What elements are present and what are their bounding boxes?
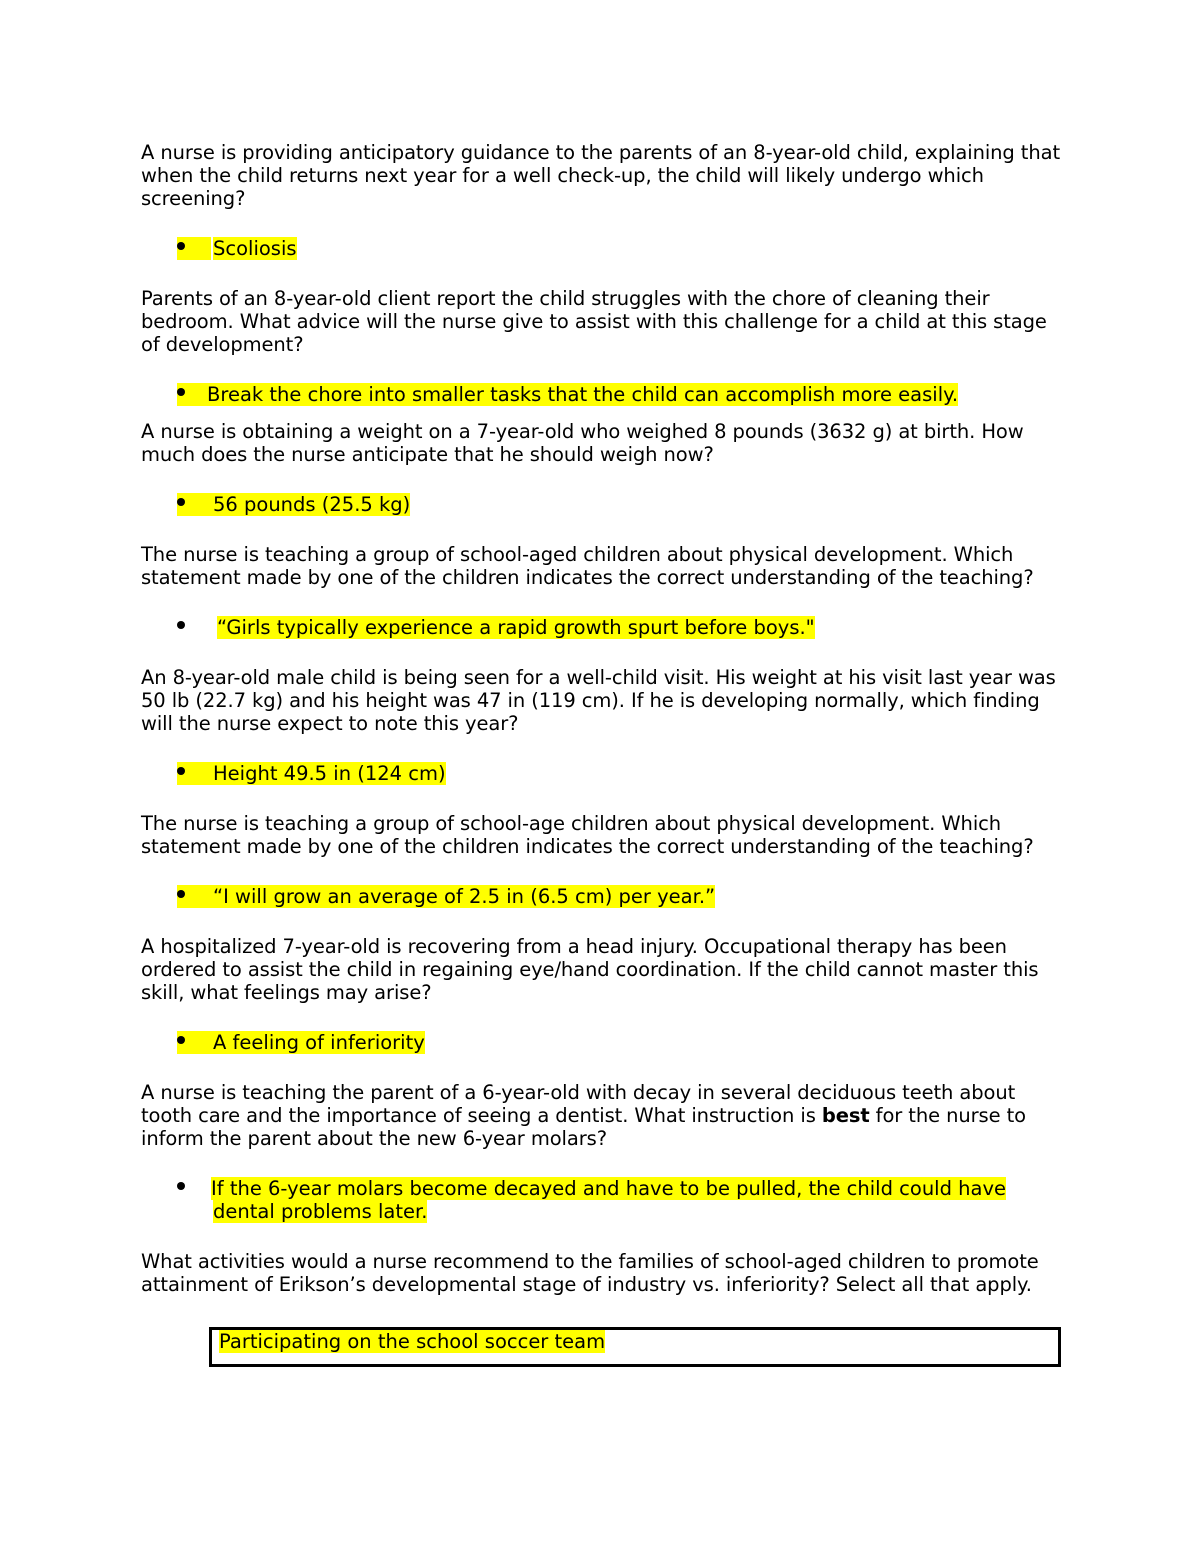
question-8 bbox=[141, 1081, 1071, 1150]
question-3: A nurse is obtaining a weight on a 7-year-old who weighed 8 pounds (3632 g) at birth. How much does the nurse anticipate that he should weigh now? bbox=[141, 420, 1024, 466]
answer-6 bbox=[141, 885, 1071, 908]
answer-3 bbox=[141, 493, 1071, 516]
question-4: The nurse is teaching a group of school-aged children about physical development. Which statement made by one of the children indicates the correct understanding of the teaching? bbox=[141, 543, 1034, 589]
bullet-icon bbox=[177, 1177, 213, 1200]
answer-9-text: Participating on the school soccer team bbox=[219, 1330, 606, 1353]
question-7: A hospitalized 7-year-old is recovering from a head injury. Occupational therapy has been ordered to assist the child in regaining eye/hand coordination. If the child cannot master this skill, what feelings may arise? bbox=[141, 935, 1039, 1004]
answer-2-text: Break the chore into smaller tasks that the child can accomplish more easily. bbox=[207, 383, 959, 406]
question-5: An 8-year-old male child is being seen for a well-child visit. His weight at his visit last year was 50 lb (22.7 kg) and his height was 47 in (119 cm). If he is developing normally, which finding will the nurse expect to note this year? bbox=[141, 666, 1056, 735]
question-9: What activities would a nurse recommend to the families of school-aged children to promote attainment of Erikson’s developmental stage of industry vs. inferiority? Select all that apply. bbox=[141, 1250, 1039, 1296]
answer-5 bbox=[141, 762, 1071, 785]
answer-2 bbox=[141, 383, 1071, 406]
bullet-icon bbox=[177, 885, 213, 908]
answer-9-box bbox=[209, 1327, 1061, 1367]
answer-7 bbox=[141, 1031, 1071, 1054]
answer-5-text: Height 49.5 in (124 cm) bbox=[213, 762, 446, 785]
question-8-text-b: for the nurse to inform the parent about the new 6-year molars? bbox=[141, 1104, 1026, 1150]
answer-1-text: Scoliosis bbox=[213, 237, 297, 260]
question-1: A nurse is providing anticipatory guidance to the parents of an 8-year-old child, explaining that when the child returns next year for a well check-up, the child will likely undergo which screening? bbox=[141, 141, 1061, 210]
answer-1 bbox=[141, 237, 1071, 260]
bullet-icon bbox=[177, 762, 213, 785]
bullet-icon bbox=[177, 383, 207, 406]
answer-7-text: A feeling of inferiority bbox=[213, 1031, 425, 1054]
bullet-icon bbox=[177, 1031, 213, 1054]
question-6: The nurse is teaching a group of school-age children about physical development. Which statement made by one of the children indicates the correct understanding of the teaching? bbox=[141, 812, 1034, 858]
answer-6-text: “I will grow an average of 2.5 in (6.5 cm) per year.” bbox=[213, 885, 716, 908]
question-8-bold: best bbox=[821, 1104, 870, 1127]
answer-8 bbox=[141, 1177, 1033, 1223]
document-page bbox=[141, 141, 1071, 1296]
answer-8-text: If the 6-year molars become decayed and have to be pulled, the child could have dental problems later. bbox=[211, 1177, 1007, 1223]
question-8-text-a: A nurse is teaching the parent of a 6-year-old with decay in several deciduous teeth about tooth care and the importance of seeing a dentist. What instruction is bbox=[141, 1081, 1016, 1127]
answer-4-text: “Girls typically experience a rapid growth spurt before boys." bbox=[217, 616, 815, 639]
question-2: Parents of an 8-year-old client report the child struggles with the chore of cleaning their bedroom. What advice will the nurse give to assist with this challenge for a child at this stage of development? bbox=[141, 287, 1047, 356]
answer-3-text: 56 pounds (25.5 kg) bbox=[213, 493, 411, 516]
bullet-icon bbox=[177, 493, 213, 516]
answer-4 bbox=[141, 616, 1071, 639]
bullet-icon bbox=[177, 237, 211, 260]
bullet-icon bbox=[177, 616, 213, 639]
